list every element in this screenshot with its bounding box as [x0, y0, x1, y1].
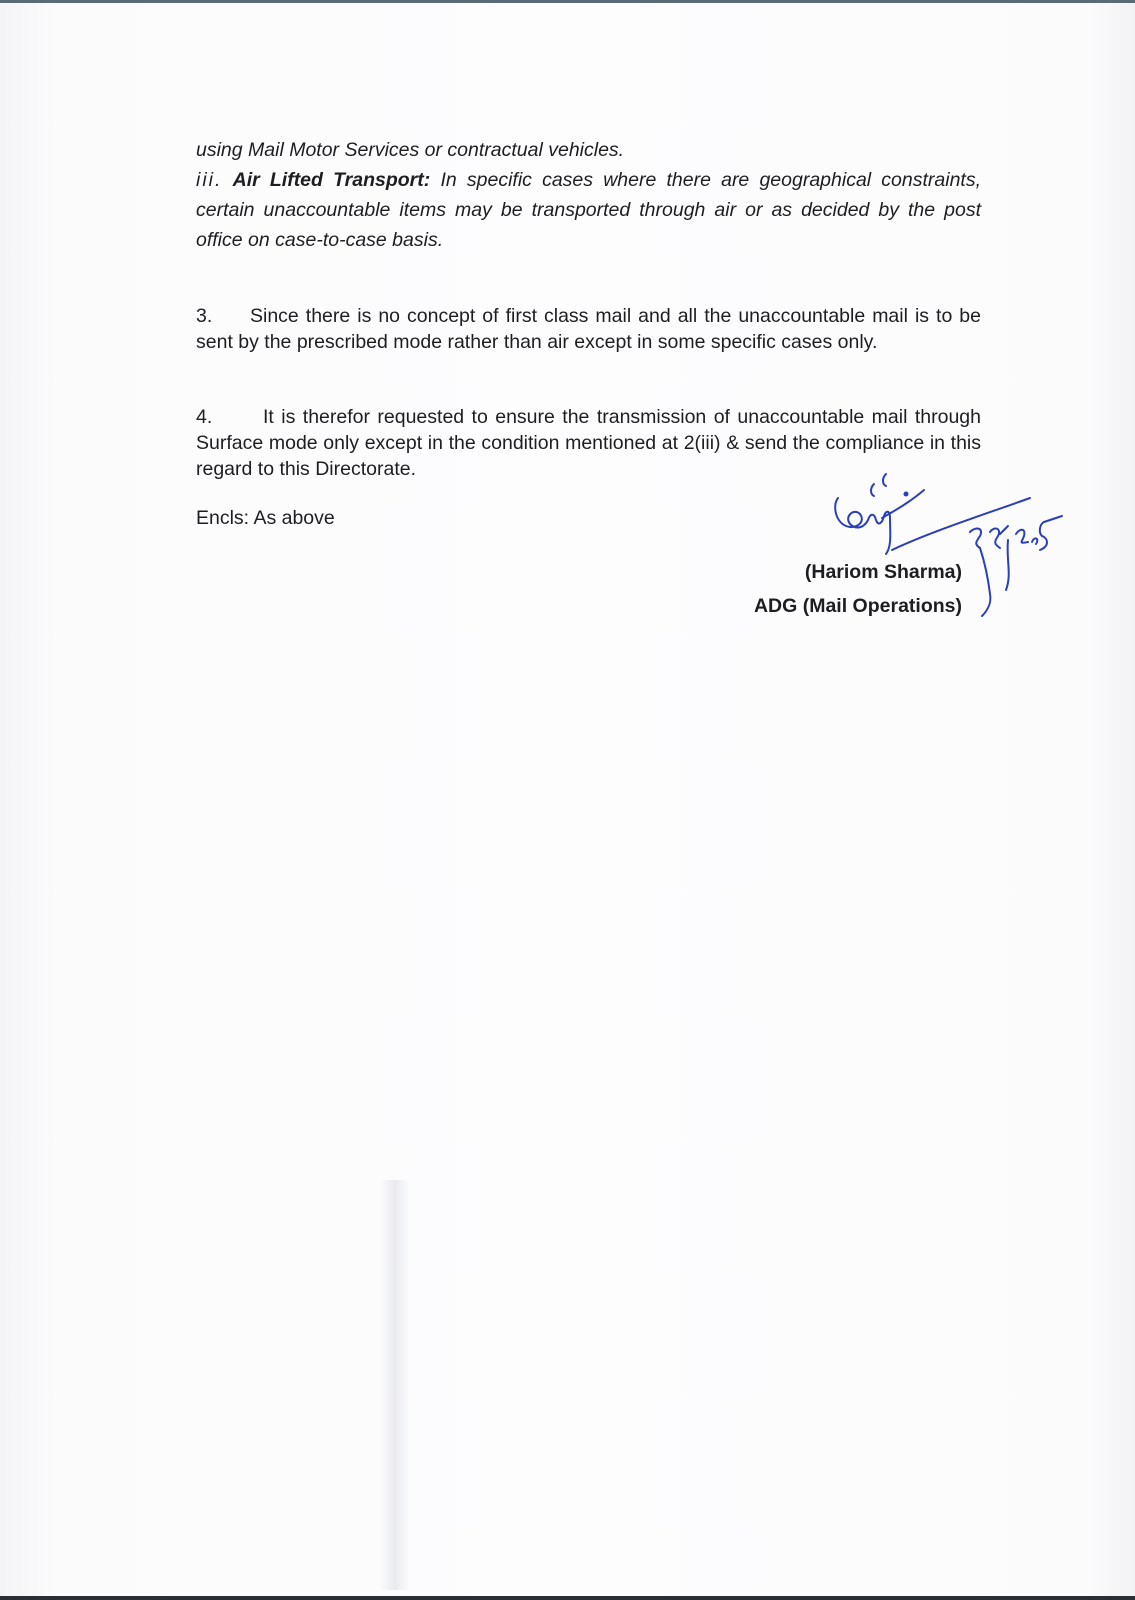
continuation-line: using Mail Motor Services or contractual vehicles. [196, 139, 625, 161]
paper-crease [380, 1180, 410, 1590]
item-iii-heading: Air Lifted Transport: [232, 169, 431, 191]
item-iii-air-lifted-transport [196, 165, 981, 255]
scan-bottom-edge [0, 1596, 1135, 1600]
enclosures-note: Encls: As above [196, 507, 335, 529]
paragraph-3-number: 3. [196, 305, 213, 327]
paragraph-4-number: 4. [196, 406, 213, 428]
item-iii-text: In specific cases where there are geographical constraints, certain unaccountable items may be transported through air or as decided by the post office on case-to-case basis. [196, 169, 981, 251]
item-iii-marker: iii. [196, 169, 223, 191]
signatory-designation: ADG (Mail Operations) [753, 595, 962, 617]
signatory-name: (Hariom Sharma) [804, 561, 962, 583]
paragraph-3-text: Since there is no concept of first class mail and all the unaccountable mail is to be sent by the prescribed mode rather than air except in some specific cases only. [196, 305, 981, 353]
paragraph-3 [196, 303, 981, 355]
scan-top-edge [0, 0, 1135, 3]
paragraph-4-text: It is therefor requested to ensure the transmission of unaccountable mail through Surface mode only except in the condition mentioned at 2(iii) & send the compliance in this regard to this Directorate. [196, 406, 981, 480]
